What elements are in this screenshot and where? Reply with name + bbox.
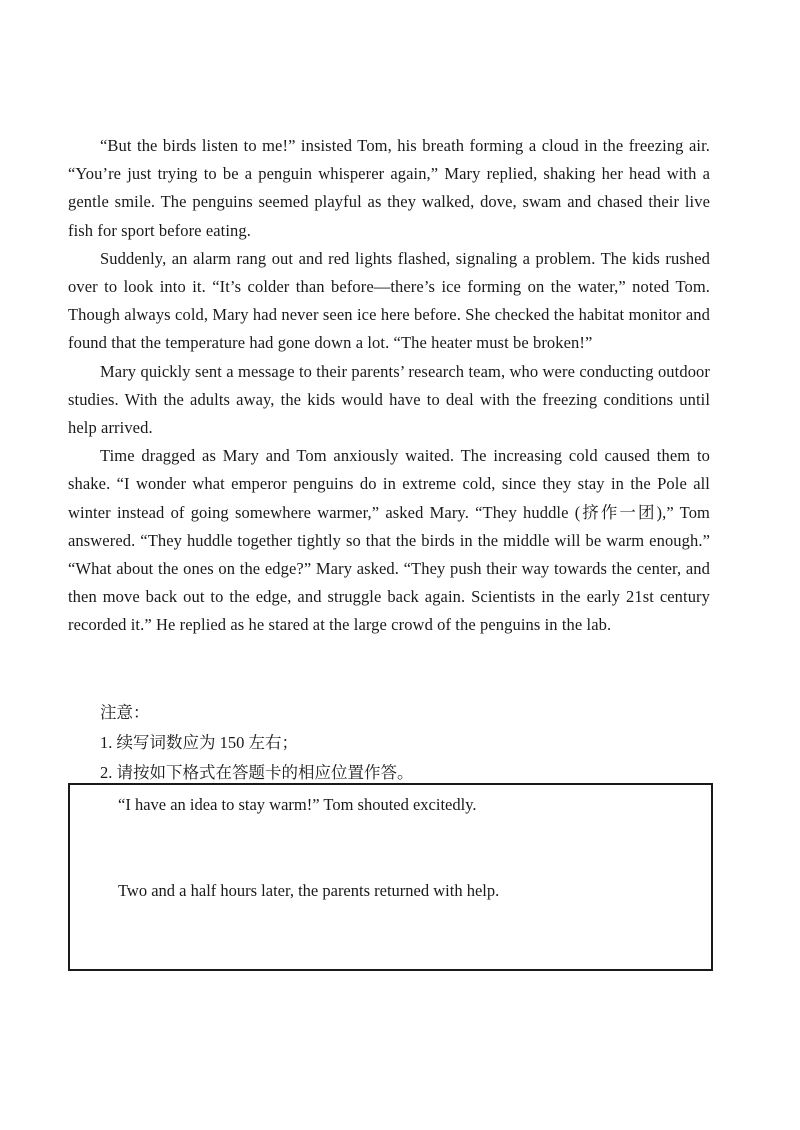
notes-heading: 注意： <box>100 703 150 722</box>
answer-box <box>68 783 713 971</box>
continuation-prompt-2: Two and a half hours later, the parents returned with help. <box>118 881 500 900</box>
story-paragraph-3: Mary quickly sent a message to their parents’ research team, who were conducting outdoor studies. With the adults away, the kids would have to deal with the freezing conditions until help arrived. <box>68 361 710 438</box>
note-item-answer-format: 2. 请按如下格式在答题卡的相应位置作答。 <box>100 763 414 782</box>
continuation-prompt-1: “I have an idea to stay warm!” Tom shouted excitedly. <box>118 795 477 814</box>
story-paragraph-1: “But the birds listen to me!” insisted Tom, his breath forming a cloud in the freezing air. “You’re just trying to be a penguin whisperer again,” Mary replied, shaking her head with a gentle smile. The penguins seemed playful as they walked, dove, swam and chased their live fish for sport before eating. <box>68 136 710 240</box>
writing-notes <box>100 698 700 788</box>
story-paragraph-2: Suddenly, an alarm rang out and red lights flashed, signaling a problem. The kids rushed over to look into it. “It’s colder than before—there’s ice forming on the water,” noted Tom. Though always cold, Mary had never seen ice here before. She checked the habitat monitor and found that the temperature had gone down a lot. “The heater must be broken!” <box>68 248 710 353</box>
note-item-word-count: 1. 续写词数应为 150 左右； <box>100 733 298 752</box>
story-passage <box>68 132 710 640</box>
story-paragraph-4: Time dragged as Mary and Tom anxiously waited. The increasing cold caused them to shake. “I wonder what emperor penguins do in extreme cold, since they stay in the Pole all winter instead of going somewhere warmer,” asked Mary. “They huddle (挤作一团),” Tom answered. “They huddle together tightly so that the birds in the middle will be warm enough.” “What about the ones on the edge?” Mary asked. “They push their way towards the center, and then move back out to the edge, and struggle back again. Scientists in the early 21st century recorded it.” He replied as he stared at the large crowd of the penguins in the lab. <box>68 446 710 635</box>
